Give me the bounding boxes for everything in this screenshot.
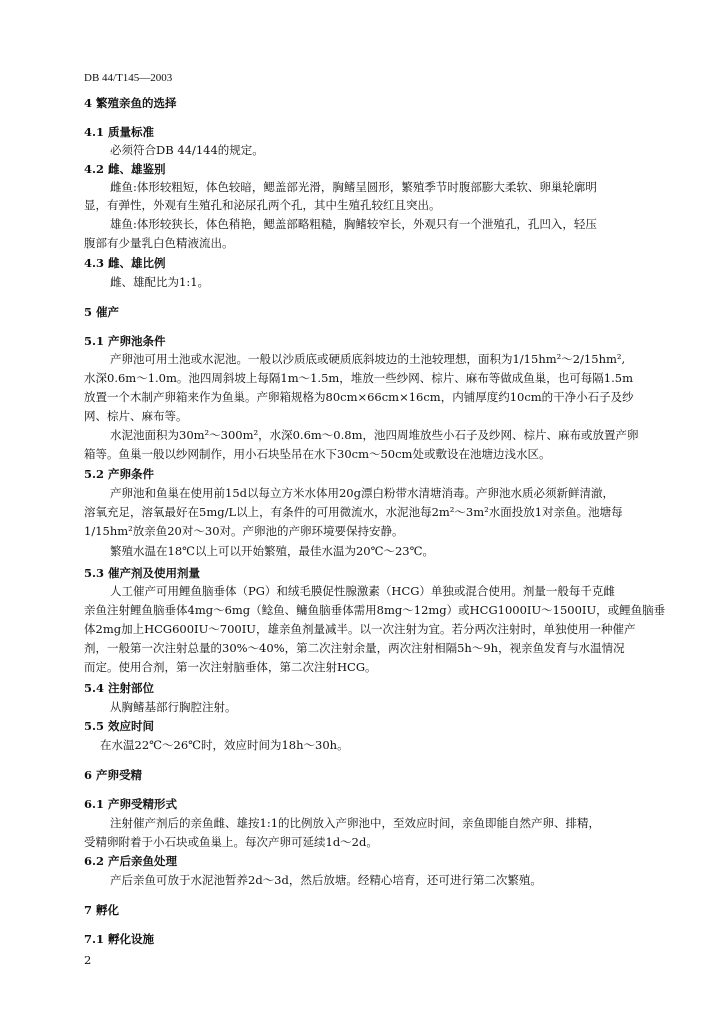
section-5-3-para1-line2: 亲鱼注射鲤鱼脑垂体4mg～6mg（鲶鱼、鳙鱼脑垂体需用8mg～12mg）或HCG1000IU～1500IU，或鲤鱼脑垂 xyxy=(84,603,666,617)
section-4-title: 4 繁殖亲鱼的选择 xyxy=(84,96,177,110)
page-number: 2 xyxy=(84,953,92,967)
section-5-1-para1-line3: 放置一个木制产卵箱来作为鱼巢。产卵箱规格为80cm×66cm×16cm，内铺厚度约10cm的干净小石子及纱 xyxy=(84,390,634,404)
section-5-1-para1-line1: 产卵池可用土池或水泥池。一般以沙质底或硬质底斜坡边的土池较理想，面积为1/15hm²～2/15hm², xyxy=(110,352,626,366)
section-4-2-para1-line2: 显，有弹性，外观有生殖孔和泌尿孔两个孔，其中生殖孔较红且突出。 xyxy=(84,198,441,212)
section-6-title: 6 产卵受精 xyxy=(84,768,143,782)
section-5-4-title: 5.4 注射部位 xyxy=(84,681,155,695)
section-6-2-title: 6.2 产后亲鱼处理 xyxy=(84,854,178,868)
section-5-1-title: 5.1 产卵池条件 xyxy=(84,334,166,348)
section-5-2-para1-line3: 1/15hm²放亲鱼20对～30对。产卵池的产卵环境要保持安静。 xyxy=(84,524,404,538)
section-5-3-title: 5.3 催产剂及使用剂量 xyxy=(84,566,201,580)
section-5-1-para2-line2: 箱等。鱼巢一般以纱网制作，用小石块坠吊在水下30cm～50cm处或敷设在池塘边浅水区。 xyxy=(84,447,551,461)
section-4-3-text: 雌、雄配比为1:1。 xyxy=(110,275,210,289)
section-6-1-title: 6.1 产卵受精形式 xyxy=(84,797,178,811)
section-7-title: 7 孵化 xyxy=(84,903,120,917)
section-4-2-para1-line1: 雌鱼:体形较粗短，体色较暗，鳃盖部光滑，胸鳍呈圆形，繁殖季节时腹部膨大柔软、卵巢轮廓明 xyxy=(110,180,597,194)
section-5-title: 5 催产 xyxy=(84,305,120,319)
section-5-3-para1-line4: 剂，一般第一次注射总量的30%～40%，第二次注射余量，两次注射相隔5h～9h，视亲鱼发育与水温情况 xyxy=(84,641,625,655)
section-5-1-para1-line2: 水深0.6m～1.0m。池四周斜坡上每隔1m～1.5m，堆放一些纱网、棕片、麻布等做成鱼巢，也可每隔1.5m xyxy=(84,371,633,385)
section-5-5-text: 在水温22℃～26℃时，效应时间为18h～30h。 xyxy=(100,738,349,752)
section-5-3-para1-line1: 人工催产可用鲤鱼脑垂体（PG）和绒毛膜促性腺激素（HCG）单独或混合使用。剂量一般每千克雌 xyxy=(110,584,615,598)
section-5-5-title: 5.5 效应时间 xyxy=(84,719,155,733)
section-6-2-text: 产后亲鱼可放于水泥池暂养2d～3d，然后放塘。经精心培育，还可进行第二次繁殖。 xyxy=(110,873,542,887)
section-5-1-para1-line4: 网、棕片、麻布等。 xyxy=(84,409,188,423)
section-5-2-title: 5.2 产卵条件 xyxy=(84,467,155,481)
section-4-1-title: 4.1 质量标准 xyxy=(84,125,155,139)
section-4-2-para2-line1: 雄鱼:体形较狭长，体色稍艳，鳃盖部略粗糙，胸鳍较窄长，外观只有一个泄殖孔，孔凹入，轻压 xyxy=(110,217,597,231)
section-6-1-para1-line1: 注射催产剂后的亲鱼雌、雄按1:1的比例放入产卵池中，至效应时间，亲鱼即能自然产卵、排精， xyxy=(110,816,601,830)
section-6-1-para1-line2: 受精卵附着于小石块或鱼巢上。每次产卵可延续1d～2d。 xyxy=(84,835,378,849)
section-4-3-title: 4.3 雌、雄比例 xyxy=(84,256,166,270)
section-5-1-para2-line1: 水泥池面积为30m²～300m²，水深0.6m～0.8m，池四周堆放些小石子及纱网、棕片、麻布或放置产卵 xyxy=(110,428,639,442)
section-5-4-text: 从胸鳍基部行胸腔注射。 xyxy=(110,700,237,714)
section-5-3-para1-line3: 体2mg加上HCG600IU～700IU，雄亲鱼剂量减半。以一次注射为宜。若分两次注射时，单独使用一种催产 xyxy=(84,622,636,636)
section-5-3-para1-line5: 而定。使用合剂，第一次注射脑垂体，第二次注射HCG。 xyxy=(84,660,377,674)
section-4-2-para2-line2: 腹部有少量乳白色精液流出。 xyxy=(84,236,234,250)
section-5-2-para2-line1: 繁殖水温在18℃以上可以开始繁殖，最佳水温为20℃～23℃。 xyxy=(110,544,434,558)
section-4-2-title: 4.2 雌、雄鉴别 xyxy=(84,162,166,176)
section-5-2-para1-line2: 溶氧充足，溶氧最好在5mg/L以上，有条件的可用微流水，水泥池每2m²～3m²水面投放1对亲鱼。池塘每 xyxy=(84,505,623,519)
section-5-2-para1-line1: 产卵池和鱼巢在使用前15d以每立方米水体用20g漂白粉带水清塘消毒。产卵池水质必须新鲜清澈， xyxy=(110,486,614,500)
section-7-1-title: 7.1 孵化设施 xyxy=(84,932,155,946)
section-4-1-text: 必须符合DB 44/144的规定。 xyxy=(110,143,264,157)
document-code: DB 44/T145—2003 xyxy=(84,72,173,84)
